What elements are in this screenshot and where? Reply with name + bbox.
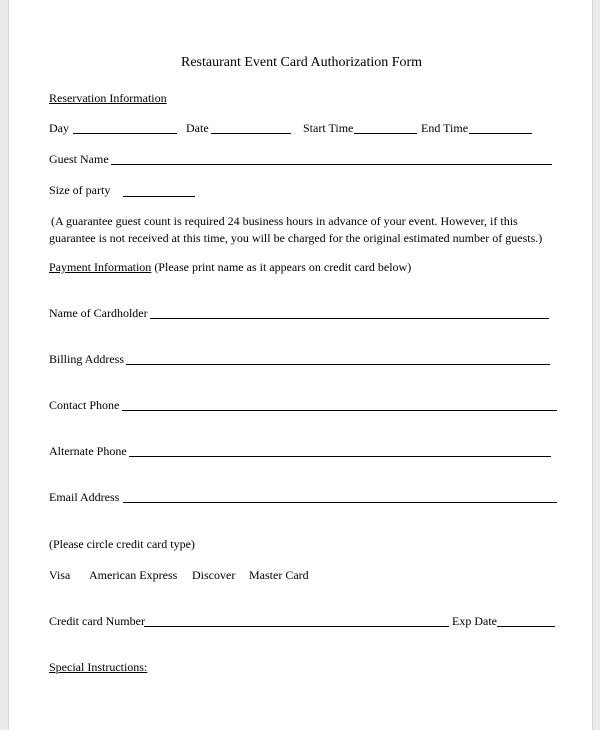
card-number-field[interactable] bbox=[144, 626, 449, 627]
contact-phone-label: Contact Phone bbox=[49, 398, 120, 412]
cardholder-field[interactable] bbox=[150, 318, 549, 319]
payment-heading: Payment Information bbox=[49, 260, 152, 274]
end-time-field[interactable] bbox=[469, 133, 532, 134]
end-time-label: End Time bbox=[421, 121, 469, 135]
card-type-visa[interactable]: Visa bbox=[49, 568, 71, 582]
special-instructions-label: Special Instructions: bbox=[49, 660, 148, 674]
billing-address-label: Billing Address bbox=[49, 352, 125, 366]
guarantee-note-line2: guarantee is not received at this time, you will be charged for the original estimated number of guests.) bbox=[49, 231, 543, 245]
guarantee-note-line1: (A guarantee guest count is required 24 business hours in advance of your event. However, if this bbox=[51, 214, 518, 228]
payment-heading-row bbox=[49, 260, 411, 274]
card-type-american-express[interactable]: American Express bbox=[89, 568, 178, 582]
exp-date-label: Exp Date bbox=[452, 614, 497, 628]
day-label: Day bbox=[49, 121, 69, 135]
billing-address-field[interactable] bbox=[126, 364, 550, 365]
day-field[interactable] bbox=[73, 133, 177, 134]
card-number-label: Credit card Number bbox=[49, 614, 145, 628]
start-time-label: Start Time bbox=[303, 121, 354, 135]
guest-name-field[interactable] bbox=[111, 164, 552, 165]
start-time-field[interactable] bbox=[354, 133, 417, 134]
cardholder-label: Name of Cardholder bbox=[49, 306, 148, 320]
document-page bbox=[8, 0, 593, 730]
exp-date-field[interactable] bbox=[497, 626, 555, 627]
size-of-party-label: Size of party bbox=[49, 183, 111, 197]
form-title: Restaurant Event Card Authorization Form bbox=[181, 55, 423, 70]
guest-name-label: Guest Name bbox=[49, 152, 109, 166]
size-of-party-field[interactable] bbox=[123, 196, 195, 197]
card-type-note: (Please circle credit card type) bbox=[49, 537, 195, 551]
payment-note: (Please print name as it appears on credit card below) bbox=[151, 260, 412, 274]
alternate-phone-field[interactable] bbox=[129, 456, 551, 457]
contact-phone-field[interactable] bbox=[122, 410, 557, 411]
email-field[interactable] bbox=[123, 502, 557, 503]
card-type-discover[interactable]: Discover bbox=[192, 568, 236, 582]
alternate-phone-label: Alternate Phone bbox=[49, 444, 127, 458]
card-type-master-card[interactable]: Master Card bbox=[249, 568, 309, 582]
reservation-heading: Reservation Information bbox=[49, 91, 167, 105]
email-label: Email Address bbox=[49, 490, 120, 504]
date-label: Date bbox=[186, 121, 209, 135]
date-field[interactable] bbox=[211, 133, 291, 134]
